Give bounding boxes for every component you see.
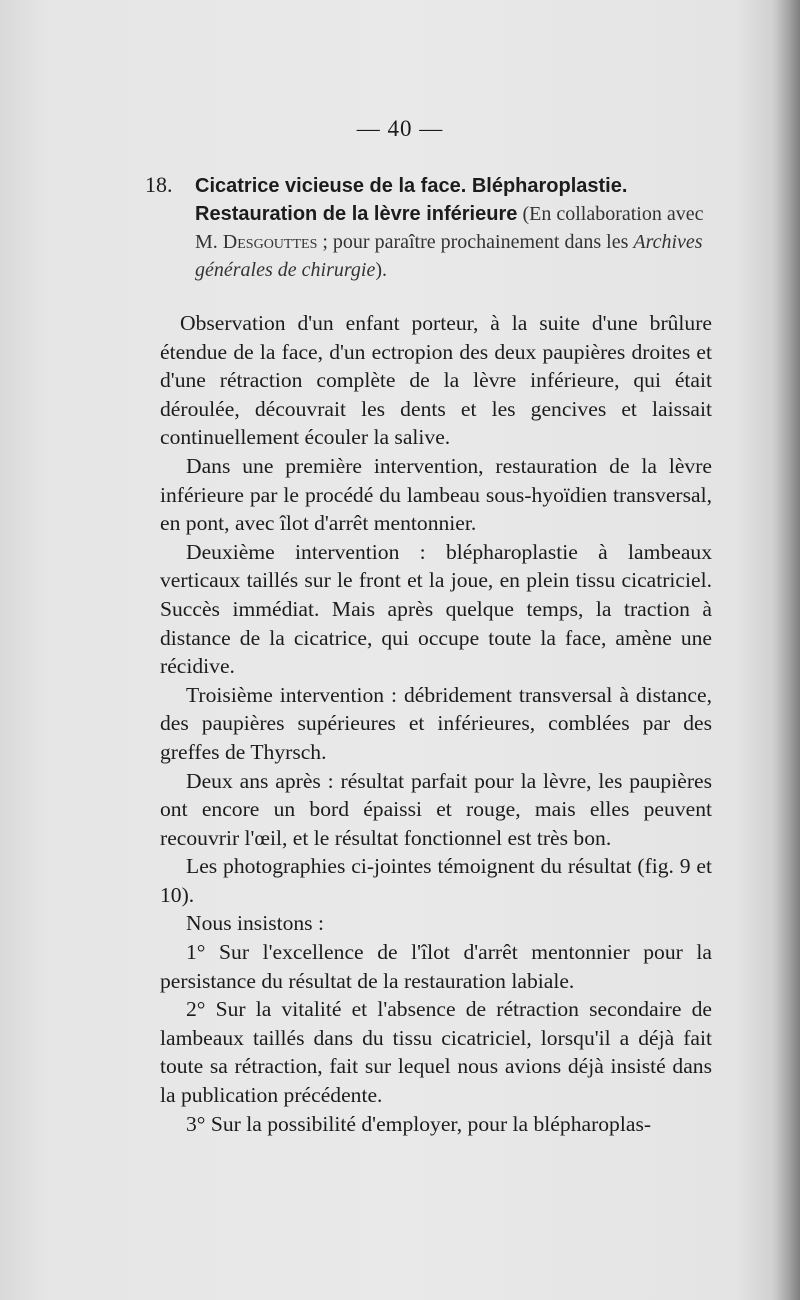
paragraph-first-intervention: Dans une première intervention, restauration de la lèvre inférieure par le procédé du lambeau sous-hyoïdien transversal, en pont, avec îlot d'arrêt mentonnier. xyxy=(160,453,712,536)
paragraph-insist: Nous insistons : xyxy=(186,911,324,936)
collab-name: Desgouttes xyxy=(222,231,318,253)
paragraph-point-2: 2° Sur la vitalité et l'absence de rétraction secondaire de lambeaux taillés dans du tissu cicatriciel, lorsqu'il a déjà fait toute sa rétraction, fait sur lequel nous avions déjà insisté dans la publication précédente. xyxy=(160,997,712,1108)
paragraph-third-intervention: Troisième intervention : débridement transversal à distance, des paupières supérieures et inférieures, comblées par des greffes de Thyrsch. xyxy=(160,682,712,764)
page-number: — 40 — xyxy=(356,116,444,141)
page-edge-shadow xyxy=(772,0,800,1300)
journal-name: Archives générales de chirurgie xyxy=(195,231,703,281)
body-text xyxy=(160,309,712,1138)
collab-open: (En collaboration avec M. xyxy=(195,203,704,253)
entry-heading xyxy=(195,172,725,284)
paragraph-second-intervention: Deuxième intervention : blépharoplastie à lambeaux verticaux taillés sur le front et la joue, en plein tissu cicatriciel. Succès immédiat. Mais après quelque temps, la traction à distance de la cicatrice, qui occupe toute la face, amène une récidive. xyxy=(160,539,712,679)
entry-close: ). xyxy=(375,259,387,281)
paragraph-point-3: 3° Sur la possibilité d'employer, pour la blépharoplas- xyxy=(186,1111,652,1136)
entry-number: 18. xyxy=(145,172,173,197)
paragraph-point-1: 1° Sur l'excellence de l'îlot d'arrêt mentonnier pour la persistance du résultat de la restauration labiale. xyxy=(160,940,712,993)
paragraph-observation: Observation d'un enfant porteur, à la suite d'une brûlure étendue de la face, d'un ectropion des deux paupières droites et d'une rétraction complète de la lèvre inférieure, qui était déroulée, découvrait les dents et les gencives et laissait continuellement écouler la salive. xyxy=(160,311,712,450)
paragraph-result: Deux ans après : résultat parfait pour la lèvre, les paupières ont encore un bord épaissi et rouge, mais elles peuvent recouvrir l'œil, et le résultat fonctionnel est très bon. xyxy=(160,768,712,850)
bibliography-entry xyxy=(145,172,725,284)
collab-tail: ; pour paraître prochainement dans les xyxy=(322,231,629,253)
entry-title: Cicatrice vicieuse de la face. Blépharoplastie. Restauration de la lèvre inférieure xyxy=(195,175,628,225)
paragraph-photographs: Les photographies ci-jointes témoignent du résultat (fig. 9 et 10). xyxy=(160,854,712,907)
